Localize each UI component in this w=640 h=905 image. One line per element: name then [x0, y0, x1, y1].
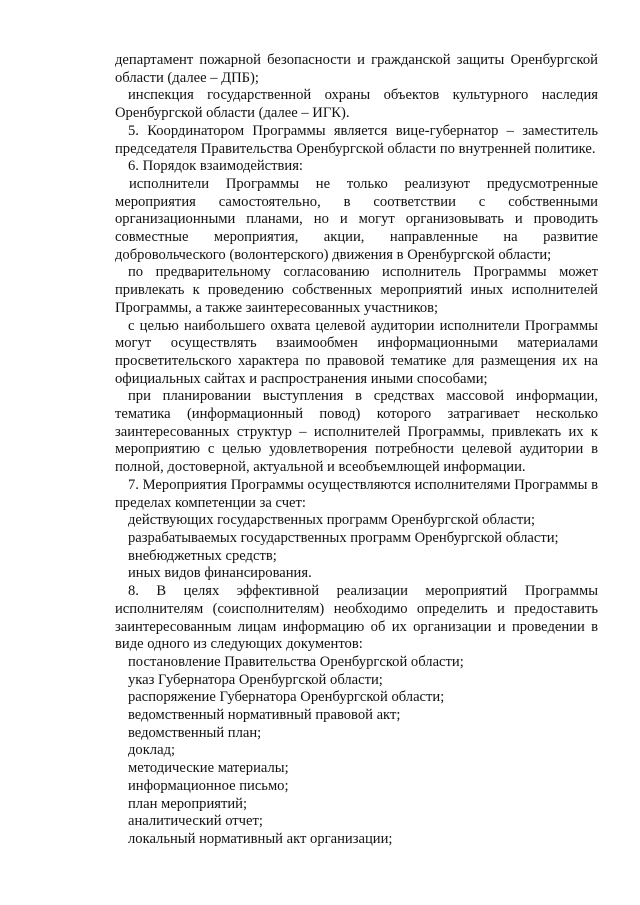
paragraph-audience: с целью наибольшего охвата целевой аудитории исполнители Программы могут осуществлять взаимообмен информационными материалами просветительского характера по правовой тематике для размещения их на официальных сайтах и распространения иными способами;: [115, 317, 598, 387]
paragraph-item-8: 8. В целях эффективной реализации мероприятий Программы исполнителям (соисполнителям) необходимо определить и предоставить заинтересованным лицам информацию об их организации и проведении в виде одного из следующих документов:: [115, 583, 598, 653]
list-item: план мероприятий;: [128, 795, 248, 812]
paragraph-agreement: по предварительному согласованию исполнитель Программы может привлекать к проведению собственных мероприятий иных исполнителей Программы, а также заинтересованных участников;: [115, 264, 598, 316]
list-item: указ Губернатора Оренбургской области;: [128, 671, 383, 688]
paragraph-item-7: 7. Мероприятия Программы осуществляются исполнителями Программы в пределах компетенции за счет:: [115, 476, 598, 511]
list-item: разрабатываемых государственных программ Оренбургской области;: [128, 529, 559, 546]
list-item: иных видов финансирования.: [128, 565, 312, 582]
paragraph-item-5: 5. Координатором Программы является вице-губернатор – заместитель председателя Правительства Оренбургской области по внутренней политике.: [115, 122, 598, 157]
list-item: информационное письмо;: [128, 777, 289, 794]
list-item: действующих государственных программ Оренбургской области;: [128, 512, 536, 529]
list-item: ведомственный план;: [128, 724, 262, 741]
list-item: локальный нормативный акт организации;: [128, 830, 393, 847]
document-page: [115, 52, 598, 849]
paragraph-media: при планировании выступления в средствах массовой информации, тематика (информационный повод) которого затрагивает несколько заинтересованных структур – исполнителей Программы, привлекать их к мероприятию с целью удовлетворения потребности целевой аудитории в полной, достоверной, актуальной и всеобъемлющей информации.: [115, 388, 598, 476]
list-item: внебюджетных средств;: [128, 547, 277, 564]
list-item: ведомственный нормативный правовой акт;: [128, 707, 401, 724]
list-item: распоряжение Губернатора Оренбургской области;: [128, 689, 445, 706]
list-item: постановление Правительства Оренбургской области;: [128, 653, 464, 670]
paragraph-dpb: департамент пожарной безопасности и гражданской защиты Оренбургской области (далее – ДПБ);: [115, 52, 598, 86]
list-item: доклад;: [128, 742, 176, 759]
paragraph-igk: инспекция государственной охраны объектов культурного наследия Оренбургской области (далее – ИГК).: [115, 87, 598, 122]
paragraph-joint-events: исполнители Программы не только реализуют предусмотренные мероприятия самостоятельно, в соответствии с собственными организационными планами, но и могут организовывать и проводить совместные мероприятия, акции, направленные на развитие добровольческого (волонтерского) движения в Оренбургской области;: [115, 175, 598, 263]
paragraph-item-6: 6. Порядок взаимодействия:: [128, 158, 303, 175]
list-item: методические материалы;: [128, 760, 289, 777]
list-item: аналитический отчет;: [128, 813, 263, 830]
